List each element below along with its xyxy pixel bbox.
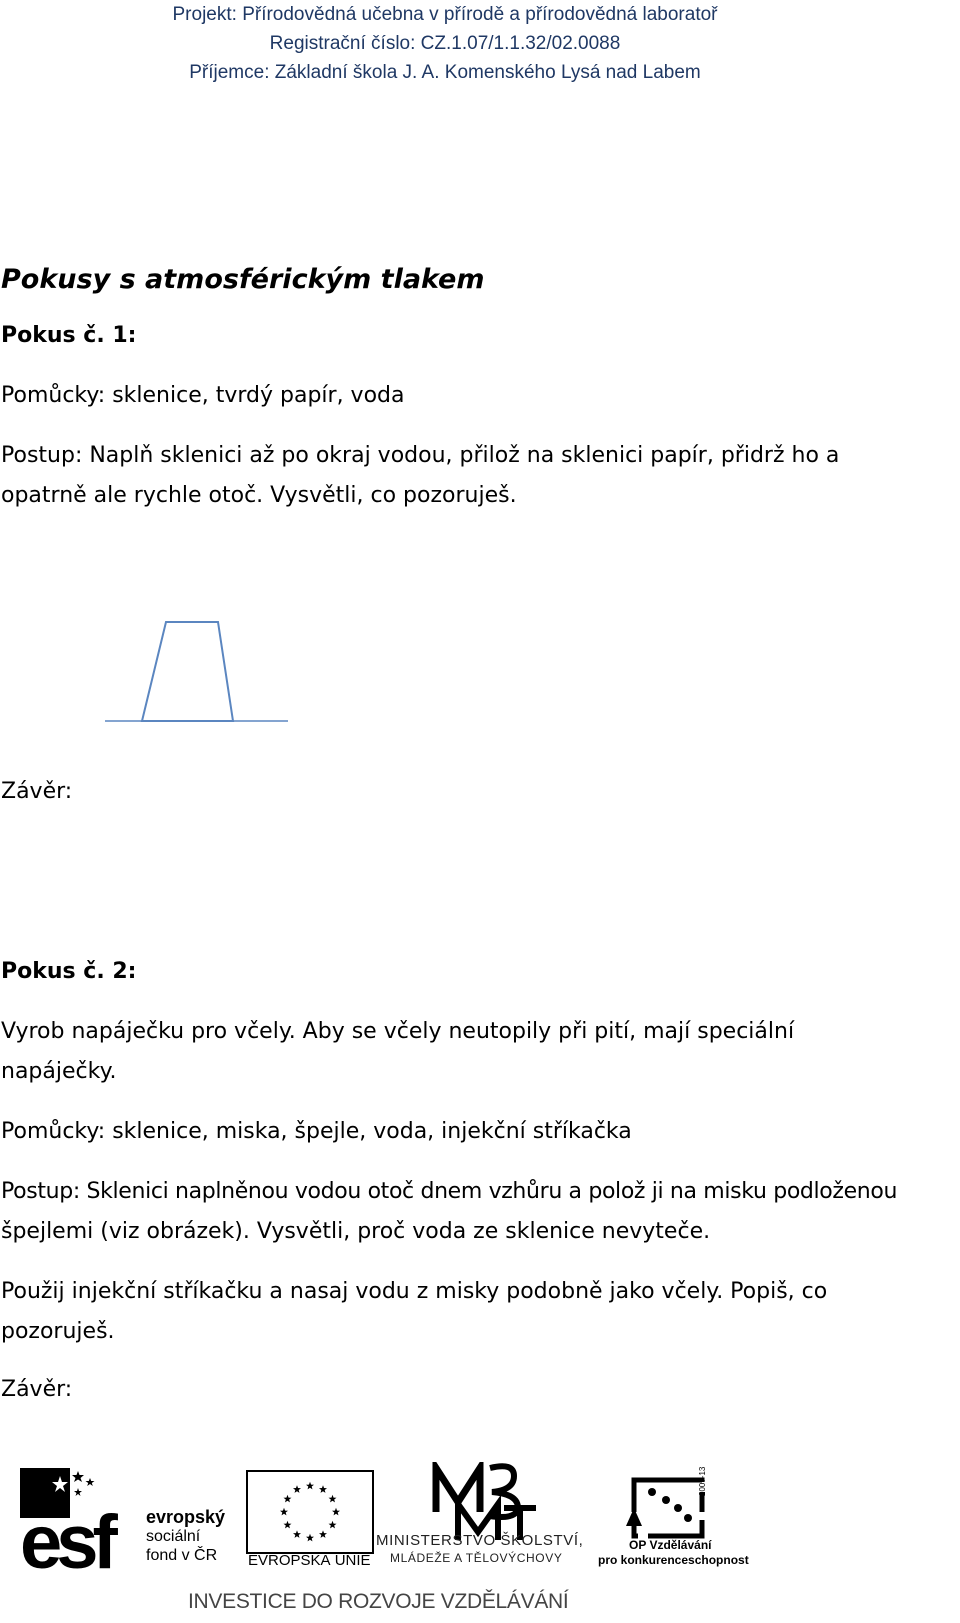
experiment-2-intro-line1: Vyrob napáječku pro včely. Aby se včely neutopily při pití, mají speciální bbox=[1, 1019, 795, 1044]
inverted-glass-diagram bbox=[100, 615, 300, 730]
experiment-1-conclusion: Závěr: bbox=[1, 779, 73, 804]
op-dot bbox=[674, 1504, 682, 1512]
glass-outline bbox=[142, 622, 233, 721]
experiment-2-tools: Pomůcky: sklenice, miska, špejle, voda, injekční stříkačka bbox=[1, 1119, 632, 1144]
experiment-1-procedure-line2: opatrně ale rychle otoč. Vysvětli, co pozoruješ. bbox=[1, 483, 517, 508]
eu-flag-logo bbox=[246, 1470, 374, 1554]
experiment-1-heading: Pokus č. 1: bbox=[1, 323, 137, 348]
esf-letters: esf bbox=[20, 1500, 112, 1573]
page-title: Pokusy s atmosférickým tlakem bbox=[1, 264, 485, 295]
eu-label: EVROPSKÁ UNIE bbox=[248, 1552, 371, 1569]
experiment-1-tools: Pomůcky: sklenice, tvrdý papír, voda bbox=[1, 383, 405, 408]
op-dot bbox=[662, 1496, 670, 1504]
esf-label-line3: fond v ČR bbox=[146, 1547, 218, 1564]
experiment-2-task-line1: Použij injekční stříkačku a nasaj vodu z misky podobně jako včely. Popiš, co bbox=[1, 1279, 828, 1304]
msmt-label-line2: MLÁDEŽE A TĚLOVÝCHOVY bbox=[390, 1551, 563, 1565]
header-recipient-line: Příjemce: Základní škola J. A. Komenského Lysá nad Labem bbox=[189, 62, 701, 83]
experiment-2-procedure-line2: špejlemi (viz obrázek). Vysvětli, proč voda ze sklenice nevyteče. bbox=[1, 1219, 711, 1244]
star-icon bbox=[74, 1488, 82, 1496]
esf-label-line1: evropský bbox=[146, 1507, 226, 1527]
op-dot bbox=[648, 1488, 656, 1496]
op-dot bbox=[684, 1514, 692, 1522]
op-years-label: 2007-13 bbox=[698, 1466, 707, 1496]
esf-logo bbox=[20, 1468, 140, 1573]
header-registration-line: Registrační číslo: CZ.1.07/1.1.32/02.0088 bbox=[269, 33, 621, 54]
star-icon bbox=[86, 1478, 95, 1486]
footer-slogan: INVESTICE DO ROZVOJE VZDĚLÁVÁNÍ bbox=[188, 1590, 569, 1613]
msmt-logo bbox=[428, 1462, 548, 1542]
op-label-line1: OP Vzdělávání bbox=[629, 1538, 712, 1552]
op-label-line2: pro konkurenceschopnost bbox=[598, 1553, 749, 1567]
experiment-2-task-line2: pozoruješ. bbox=[1, 1319, 115, 1344]
experiment-2-procedure-line1: Postup: Sklenici naplněnou vodou otoč dnem vzhůru a polož ji na misku podloženou bbox=[1, 1179, 898, 1204]
header-project-line: Projekt: Přírodovědná učebna v přírodě a přírodovědná laboratoř bbox=[172, 4, 718, 25]
esf-label-line2: sociální bbox=[146, 1528, 201, 1545]
project-header bbox=[0, 0, 960, 87]
msmt-label-line1: MINISTERSTVO ŠKOLSTVÍ, bbox=[376, 1532, 584, 1549]
op-arrow-icon bbox=[626, 1508, 642, 1526]
op-frame-shape bbox=[634, 1480, 702, 1536]
experiment-2-heading: Pokus č. 2: bbox=[1, 959, 137, 984]
star-icon bbox=[72, 1471, 84, 1482]
experiment-2-conclusion: Závěr: bbox=[1, 1377, 73, 1402]
experiment-1-procedure-line1: Postup: Naplň sklenici až po okraj vodou, přilož na sklenici papír, přidrž ho a bbox=[1, 443, 840, 468]
experiment-2-intro-line2: napáječky. bbox=[1, 1059, 117, 1084]
